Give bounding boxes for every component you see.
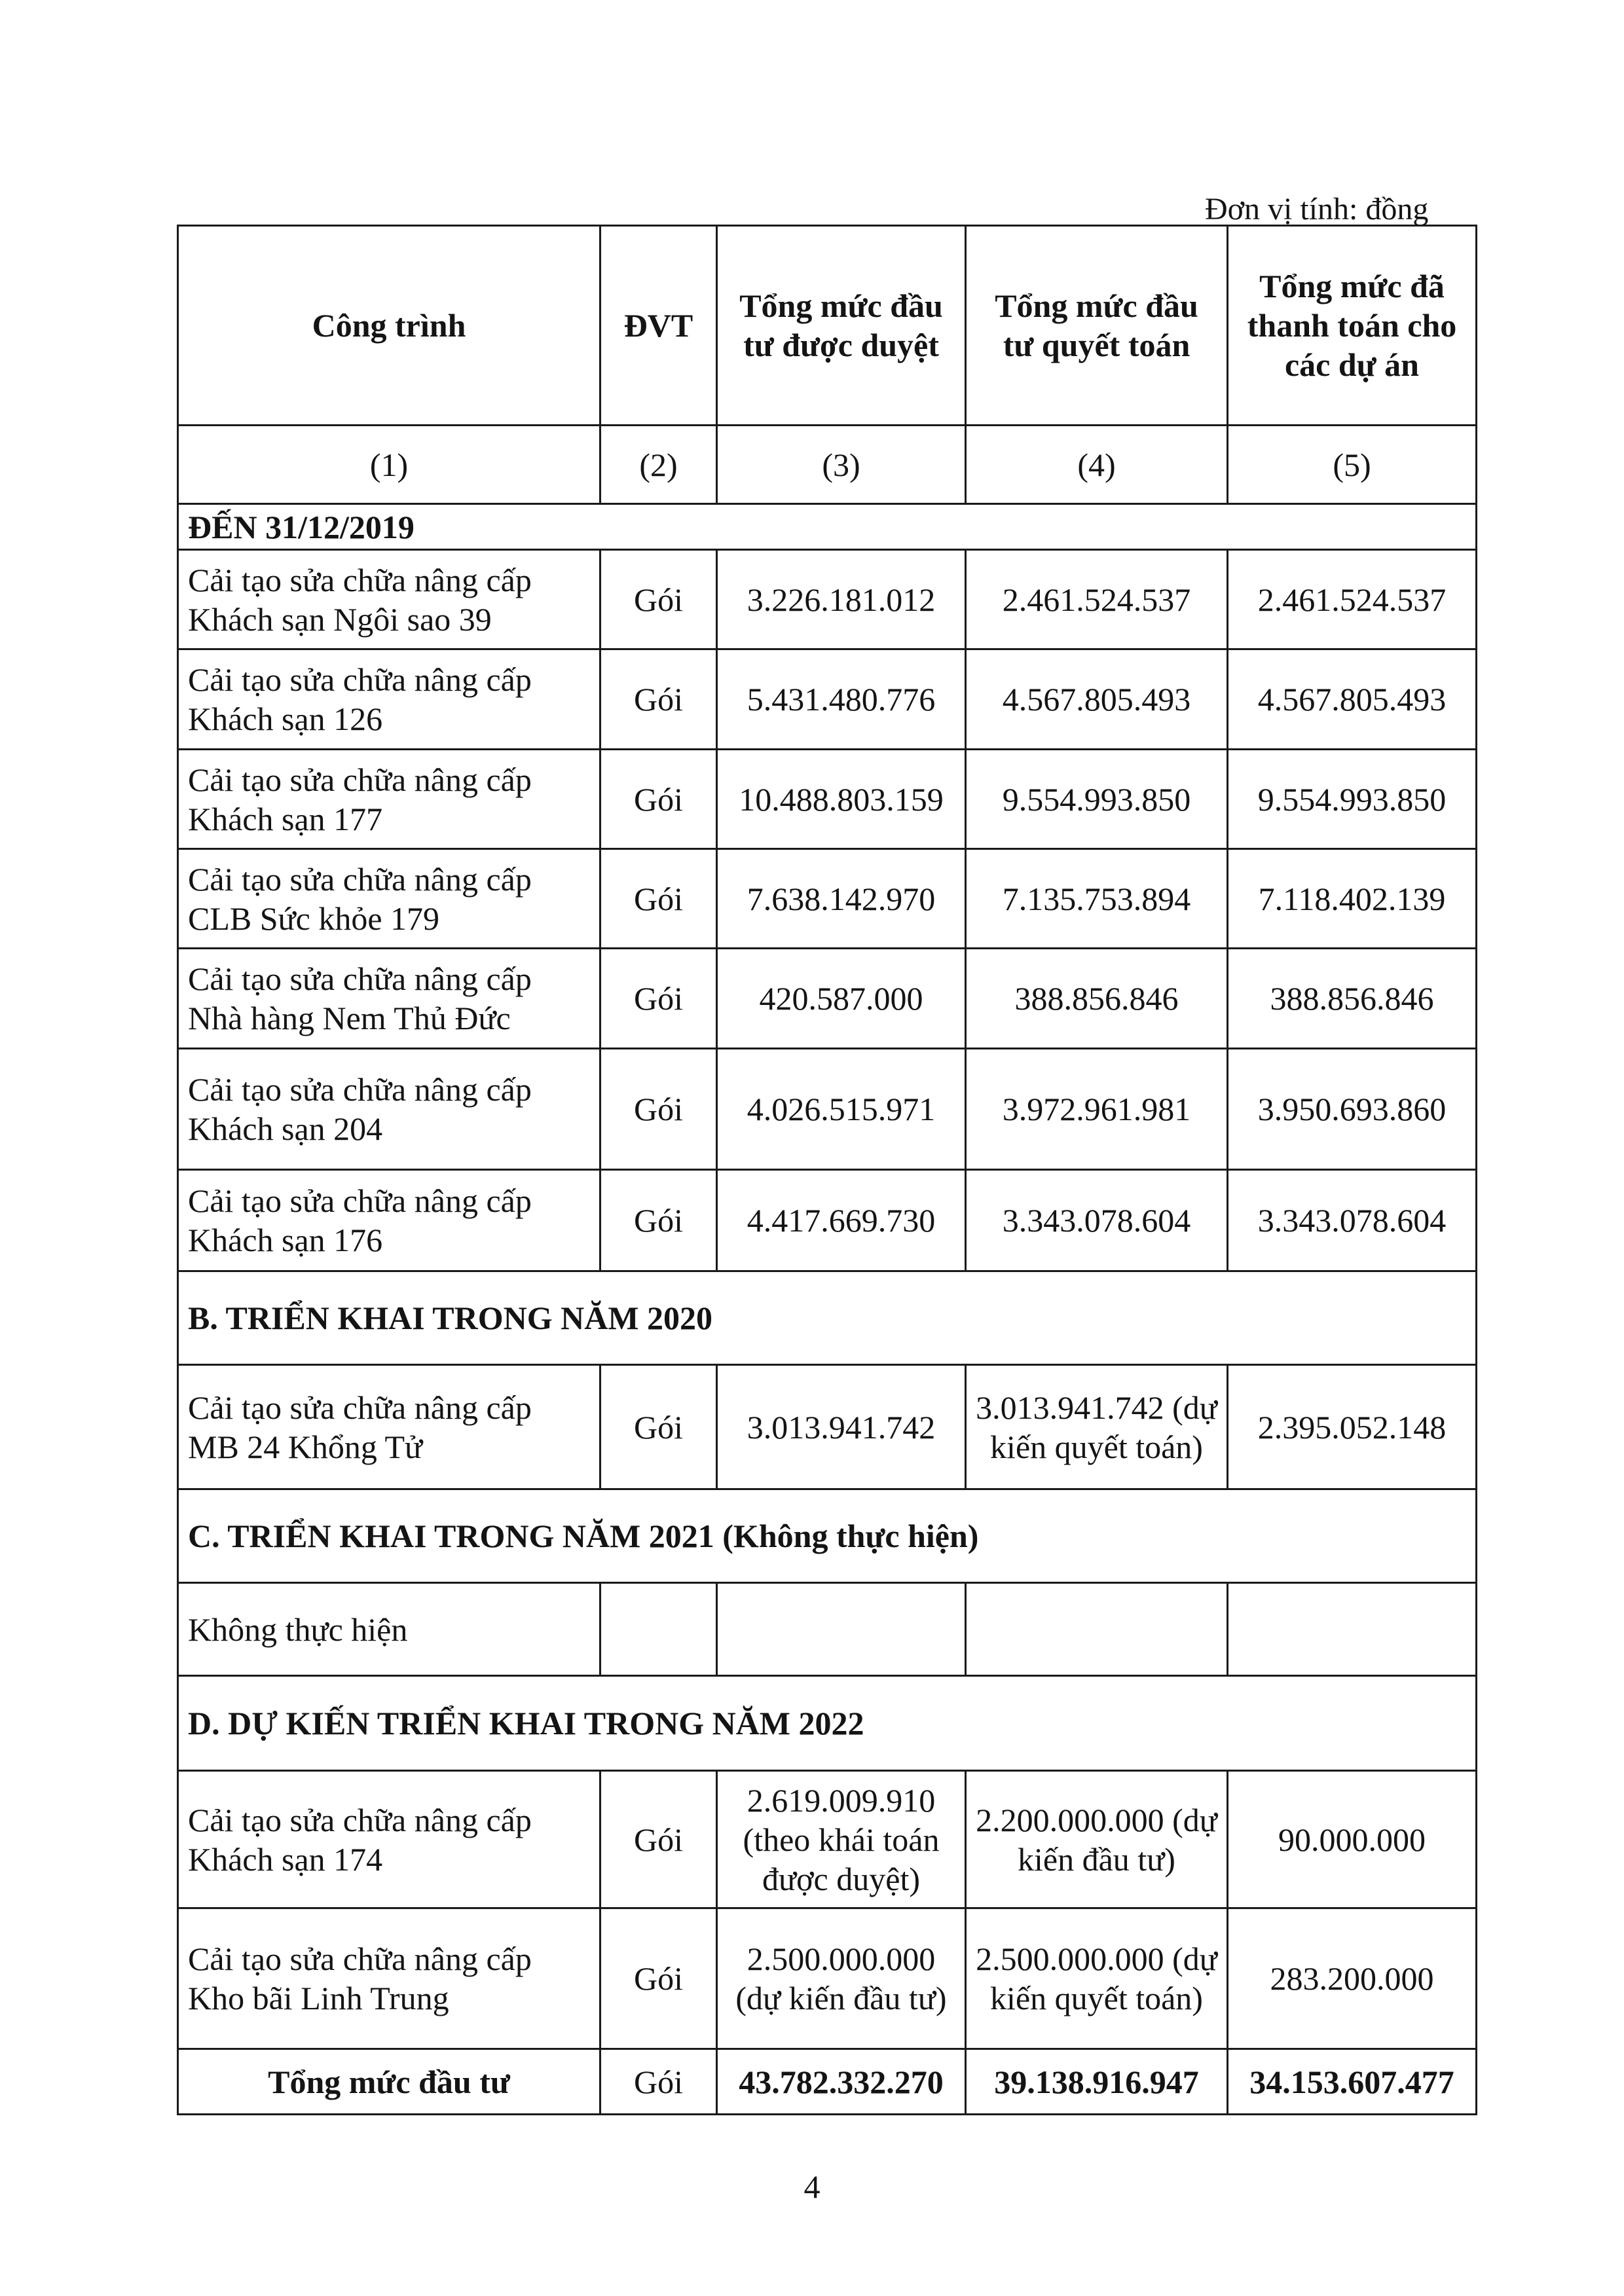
settled-cell: 388.856.846 xyxy=(966,949,1228,1049)
header-approved: Tổng mức đầu tư được duyệt xyxy=(717,226,966,426)
approved-cell: 5.431.480.776 xyxy=(717,649,966,750)
section-title: ĐẾN 31/12/2019 xyxy=(178,504,1477,550)
table-row xyxy=(178,1170,1477,1271)
settled-cell: 9.554.993.850 xyxy=(966,750,1228,849)
unit-cell xyxy=(600,1583,717,1676)
approved-cell: 3.013.941.742 xyxy=(717,1365,966,1489)
table-row xyxy=(178,1583,1477,1676)
approved-cell: 2.619.009.910 (theo khái toán được duyệt) xyxy=(717,1771,966,1908)
index-cell: (1) xyxy=(178,426,600,504)
table-row xyxy=(178,550,1477,649)
unit-cell: Gói xyxy=(600,849,717,949)
page-number: 4 xyxy=(803,2168,821,2205)
paid-cell: 3.343.078.604 xyxy=(1228,1170,1477,1271)
table-row xyxy=(178,1365,1477,1489)
section-row xyxy=(178,1271,1477,1365)
unit-cell: Gói xyxy=(600,649,717,750)
settled-cell: 2.500.000.000 (dự kiến quyết toán) xyxy=(966,1908,1228,2049)
approved-cell: 2.500.000.000 (dự kiến đầu tư) xyxy=(717,1908,966,2049)
unit-cell: Gói xyxy=(600,550,717,649)
investment-table xyxy=(177,225,1477,2115)
header-paid: Tổng mức đã thanh toán cho các dự án xyxy=(1228,226,1477,426)
header-cong-trinh: Công trình xyxy=(178,226,600,426)
header-settled: Tổng mức đầu tư quyết toán xyxy=(966,226,1228,426)
index-row xyxy=(178,426,1477,504)
table-row xyxy=(178,949,1477,1049)
project-name: Cải tạo sửa chữa nâng cấp Khách sạn 204 xyxy=(178,1049,600,1170)
table-row xyxy=(178,849,1477,949)
settled-cell xyxy=(966,1583,1228,1676)
paid-cell: 2.461.524.537 xyxy=(1228,550,1477,649)
header-dvt: ĐVT xyxy=(600,226,717,426)
section-title: D. DỰ KIẾN TRIỂN KHAI TRONG NĂM 2022 xyxy=(178,1676,1477,1771)
paid-cell xyxy=(1228,1583,1477,1676)
approved-cell: 420.587.000 xyxy=(717,949,966,1049)
unit-cell: Gói xyxy=(600,1365,717,1489)
unit-cell: Gói xyxy=(600,949,717,1049)
unit-label: Đơn vị tính: đồng xyxy=(1205,192,1429,227)
total-settled: 39.138.916.947 xyxy=(966,2049,1228,2115)
settled-cell: 3.972.961.981 xyxy=(966,1049,1228,1170)
project-name: Cải tạo sửa chữa nâng cấp Nhà hàng Nem Thủ Đức xyxy=(178,949,600,1049)
settled-cell: 2.200.000.000 (dự kiến đầu tư) xyxy=(966,1771,1228,1908)
unit-cell: Gói xyxy=(600,750,717,849)
unit-cell: Gói xyxy=(600,1049,717,1170)
approved-cell: 4.026.515.971 xyxy=(717,1049,966,1170)
project-name: Cải tạo sửa chữa nâng cấp Khách sạn 126 xyxy=(178,649,600,750)
paid-cell: 9.554.993.850 xyxy=(1228,750,1477,849)
index-cell: (5) xyxy=(1228,426,1477,504)
approved-cell: 3.226.181.012 xyxy=(717,550,966,649)
table-row xyxy=(178,1049,1477,1170)
paid-cell: 4.567.805.493 xyxy=(1228,649,1477,750)
approved-cell xyxy=(717,1583,966,1676)
paid-cell: 3.950.693.860 xyxy=(1228,1049,1477,1170)
approved-cell: 4.417.669.730 xyxy=(717,1170,966,1271)
total-label: Tổng mức đầu tư xyxy=(178,2049,600,2115)
settled-cell: 7.135.753.894 xyxy=(966,849,1228,949)
approved-cell: 7.638.142.970 xyxy=(717,849,966,949)
project-name: Cải tạo sửa chữa nâng cấp Khách sạn 177 xyxy=(178,750,600,849)
unit-cell: Gói xyxy=(600,1170,717,1271)
table-row xyxy=(178,649,1477,750)
section-row xyxy=(178,1676,1477,1771)
settled-cell: 2.461.524.537 xyxy=(966,550,1228,649)
index-cell: (3) xyxy=(717,426,966,504)
project-name: Cải tạo sửa chữa nâng cấp CLB Sức khỏe 179 xyxy=(178,849,600,949)
section-row xyxy=(178,504,1477,550)
index-cell: (2) xyxy=(600,426,717,504)
table-row xyxy=(178,1771,1477,1908)
project-name: Cải tạo sửa chữa nâng cấp Khách sạn Ngôi sao 39 xyxy=(178,550,600,649)
table-row xyxy=(178,1908,1477,2049)
section-title: B. TRIỂN KHAI TRONG NĂM 2020 xyxy=(178,1271,1477,1365)
header-row xyxy=(178,226,1477,426)
unit-cell: Gói xyxy=(600,1771,717,1908)
project-name: Cải tạo sửa chữa nâng cấp Kho bãi Linh Trung xyxy=(178,1908,600,2049)
total-unit: Gói xyxy=(600,2049,717,2115)
settled-cell: 4.567.805.493 xyxy=(966,649,1228,750)
paid-cell: 2.395.052.148 xyxy=(1228,1365,1477,1489)
paid-cell: 90.000.000 xyxy=(1228,1771,1477,1908)
settled-cell: 3.013.941.742 (dự kiến quyết toán) xyxy=(966,1365,1228,1489)
section-row xyxy=(178,1489,1477,1583)
paid-cell: 283.200.000 xyxy=(1228,1908,1477,2049)
project-name: Không thực hiện xyxy=(178,1583,600,1676)
unit-cell: Gói xyxy=(600,1908,717,2049)
total-approved: 43.782.332.270 xyxy=(717,2049,966,2115)
index-cell: (4) xyxy=(966,426,1228,504)
paid-cell: 7.118.402.139 xyxy=(1228,849,1477,949)
table-row xyxy=(178,750,1477,849)
project-name: Cải tạo sửa chữa nâng cấp Khách sạn 176 xyxy=(178,1170,600,1271)
section-title: C. TRIỂN KHAI TRONG NĂM 2021 (Không thực hiện) xyxy=(178,1489,1477,1583)
settled-cell: 3.343.078.604 xyxy=(966,1170,1228,1271)
total-paid: 34.153.607.477 xyxy=(1228,2049,1477,2115)
total-row xyxy=(178,2049,1477,2115)
project-name: Cải tạo sửa chữa nâng cấp MB 24 Khổng Tử xyxy=(178,1365,600,1489)
paid-cell: 388.856.846 xyxy=(1228,949,1477,1049)
approved-cell: 10.488.803.159 xyxy=(717,750,966,849)
project-name: Cải tạo sửa chữa nâng cấp Khách sạn 174 xyxy=(178,1771,600,1908)
